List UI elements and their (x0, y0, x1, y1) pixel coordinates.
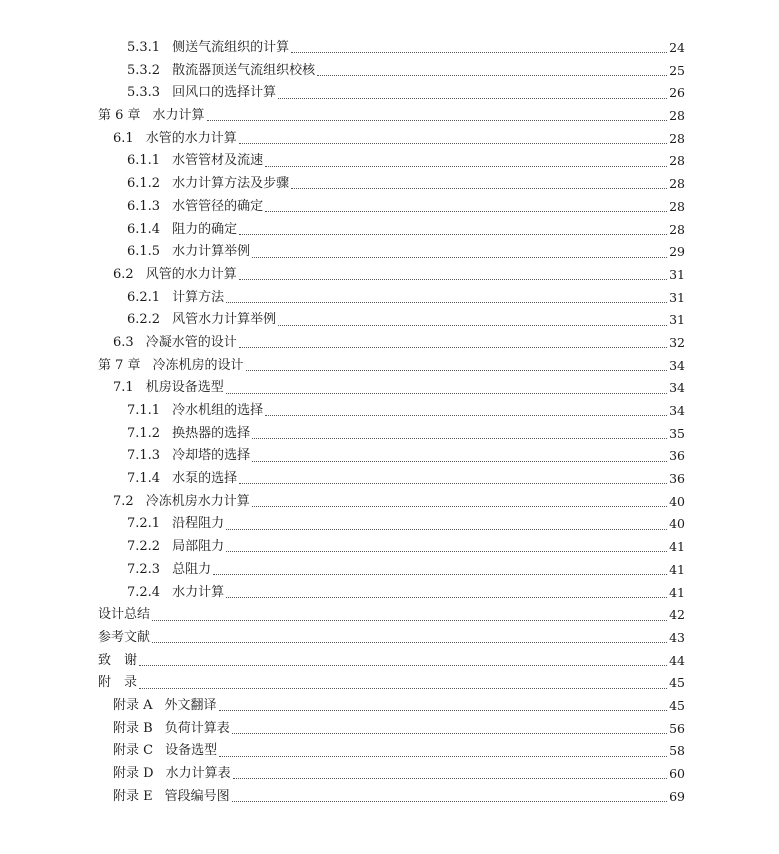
toc-entry[interactable] (0, 763, 779, 786)
toc-entry[interactable] (0, 377, 779, 400)
toc-entry-page-number: 41 (669, 539, 685, 555)
toc-entry-page-number: 25 (669, 62, 685, 78)
toc-dot-leader (226, 550, 667, 552)
toc-entry-number: 第 7 章 (98, 357, 141, 373)
toc-entry[interactable] (0, 173, 779, 196)
toc-dot-leader (252, 505, 667, 507)
toc-entry-page-number: 31 (669, 289, 685, 305)
toc-dot-leader (239, 142, 667, 144)
toc-entry-title: 总阻力 (172, 561, 212, 577)
toc-entry-title: 水泵的选择 (172, 471, 238, 487)
toc-entry-page-number: 36 (669, 448, 685, 464)
toc-entry-title: 散流器顶送气流组织校核 (172, 62, 316, 78)
toc-entry[interactable] (0, 60, 779, 83)
toc-dot-leader (252, 460, 667, 462)
toc-entry-title: 水力计算方法及步骤 (172, 176, 290, 192)
toc-entry-title: 侧送气流组织的计算 (172, 40, 290, 55)
toc-entry[interactable] (0, 695, 779, 718)
toc-entry[interactable] (0, 241, 779, 264)
toc-list (0, 37, 779, 808)
toc-entry[interactable] (0, 650, 779, 673)
toc-entry-page-number: 28 (669, 108, 685, 124)
toc-entry[interactable] (0, 740, 779, 763)
toc-entry-title: 致 谢 (98, 652, 138, 668)
toc-entry-page-number: 34 (669, 403, 685, 418)
toc-entry-title: 局部阻力 (172, 539, 225, 555)
toc-entry-page-number: 45 (669, 697, 685, 713)
toc-entry-page-number: 28 (669, 130, 685, 146)
toc-dot-leader (265, 414, 667, 416)
toc-entry[interactable] (0, 82, 779, 105)
toc-entry-number: 附录 E (113, 788, 153, 804)
toc-entry-page-number: 28 (669, 176, 685, 192)
toc-entry-page-number: 24 (669, 40, 685, 55)
toc-dot-leader (278, 97, 667, 99)
toc-entry[interactable] (0, 423, 779, 446)
toc-entry-page-number: 34 (669, 357, 685, 373)
toc-entry-page-number: 41 (669, 561, 685, 577)
toc-entry-title: 设备选型 (165, 743, 218, 759)
toc-entry-number: 6.2.1 (127, 289, 161, 305)
toc-entry-title: 水力计算举例 (172, 244, 251, 260)
toc-entry-title: 阻力的确定 (172, 221, 238, 237)
toc-dot-leader (265, 210, 667, 212)
toc-dot-leader (239, 482, 667, 484)
toc-entry-page-number: 36 (669, 471, 685, 487)
toc-entry-page-number: 29 (669, 244, 685, 260)
toc-dot-leader (219, 709, 667, 711)
toc-entry-number: 6.1.3 (127, 198, 161, 214)
toc-entry-title: 冷冻机房水力计算 (145, 493, 250, 509)
toc-dot-leader (291, 187, 667, 189)
toc-entry-page-number: 44 (669, 652, 685, 668)
toc-entry-number: 7.2 (113, 493, 134, 509)
toc-entry-page-number: 45 (669, 675, 685, 691)
toc-entry-title: 外文翻译 (164, 697, 217, 713)
toc-dot-leader (219, 755, 667, 757)
toc-entry-page-number: 40 (669, 493, 685, 509)
toc-entry-number: 7.1 (113, 380, 134, 396)
toc-entry-number: 7.2.1 (127, 516, 161, 532)
toc-entry[interactable] (0, 105, 779, 128)
toc-dot-leader (291, 51, 667, 53)
toc-entry-title: 管段编号图 (164, 788, 230, 804)
toc-entry[interactable] (0, 309, 779, 332)
toc-entry[interactable] (0, 604, 779, 627)
toc-entry[interactable] (0, 150, 779, 173)
toc-entry[interactable] (0, 672, 779, 695)
toc-entry-title: 冷水机组的选择 (172, 403, 264, 418)
toc-dot-leader (139, 687, 667, 689)
toc-dot-leader (239, 346, 667, 348)
toc-entry-title: 换热器的选择 (172, 425, 251, 441)
toc-entry[interactable] (0, 718, 779, 741)
toc-entry-title: 水力计算 (152, 108, 205, 124)
toc-entry-page-number: 58 (669, 743, 685, 759)
toc-entry[interactable] (0, 355, 779, 378)
toc-entry-number: 附录 C (113, 743, 154, 759)
toc-entry[interactable] (0, 287, 779, 310)
toc-entry-title: 机房设备选型 (145, 380, 224, 396)
toc-dot-leader (207, 119, 667, 121)
toc-entry-number: 7.1.1 (127, 403, 161, 418)
toc-dot-leader (239, 278, 667, 280)
toc-entry[interactable] (0, 582, 779, 605)
toc-entry-title: 风管的水力计算 (145, 266, 237, 282)
toc-entry[interactable] (0, 128, 779, 151)
toc-entry-page-number: 32 (669, 334, 685, 350)
toc-entry-title: 回风口的选择计算 (172, 85, 277, 101)
toc-entry-page-number: 42 (669, 607, 685, 623)
toc-entry-title: 冷冻机房的设计 (152, 357, 244, 373)
toc-entry-title: 参考文献 (98, 629, 151, 645)
toc-dot-leader (226, 528, 667, 530)
toc-entry-number: 第 6 章 (98, 108, 141, 124)
toc-entry-page-number: 40 (669, 516, 685, 532)
toc-entry[interactable] (0, 491, 779, 514)
toc-dot-leader (232, 800, 667, 802)
toc-dot-leader (213, 573, 667, 575)
toc-entry-page-number: 69 (669, 788, 685, 804)
toc-entry-page-number: 28 (669, 198, 685, 214)
toc-entry-number: 附录 D (113, 766, 154, 781)
toc-entry-number: 7.1.4 (127, 471, 161, 487)
toc-dot-leader (317, 74, 667, 76)
toc-entry-number: 6.1.2 (127, 176, 161, 192)
toc-entry-page-number: 28 (669, 153, 685, 169)
toc-dot-leader (226, 392, 667, 394)
toc-entry-number: 6.1 (113, 130, 134, 146)
toc-dot-leader (265, 165, 667, 167)
toc-dot-leader (152, 641, 667, 643)
toc-entry-number: 6.2.2 (127, 312, 161, 328)
toc-entry-page-number: 31 (669, 312, 685, 328)
toc-entry-title: 水力计算 (172, 584, 225, 600)
toc-entry-number: 附录 B (113, 720, 153, 736)
toc-entry-title: 附 录 (98, 675, 138, 691)
toc-entry[interactable] (0, 559, 779, 582)
toc-entry-number: 7.2.3 (127, 561, 161, 577)
toc-entry-page-number: 56 (669, 720, 685, 736)
toc-dot-leader (233, 777, 667, 779)
toc-entry[interactable] (0, 219, 779, 242)
toc-entry-page-number: 60 (669, 766, 685, 781)
toc-entry-title: 负荷计算表 (164, 720, 230, 736)
toc-entry[interactable] (0, 264, 779, 287)
toc-entry-number: 附录 A (113, 697, 153, 713)
toc-entry-page-number: 35 (669, 425, 685, 441)
toc-entry-title: 水管管材及流速 (172, 153, 264, 169)
toc-entry-title: 冷却塔的选择 (172, 448, 251, 464)
toc-entry[interactable] (0, 332, 779, 355)
toc-entry-title: 水管管径的确定 (172, 198, 264, 214)
toc-entry-title: 水力计算表 (165, 766, 231, 781)
toc-entry-page-number: 34 (669, 380, 685, 396)
toc-entry[interactable] (0, 786, 779, 809)
toc-dot-leader (252, 256, 667, 258)
toc-entry-number: 7.1.3 (127, 448, 161, 464)
toc-dot-leader (278, 324, 667, 326)
toc-entry-page-number: 31 (669, 266, 685, 282)
toc-entry-number: 5.3.3 (127, 85, 161, 101)
toc-entry-number: 6.1.1 (127, 153, 161, 169)
toc-entry-number: 7.2.2 (127, 539, 161, 555)
toc-entry-page-number: 28 (669, 221, 685, 237)
toc-entry-title: 水管的水力计算 (145, 130, 237, 146)
toc-dot-leader (232, 732, 667, 734)
toc-dot-leader (139, 664, 667, 666)
toc-entry-title: 计算方法 (172, 289, 225, 305)
toc-entry[interactable] (0, 445, 779, 468)
toc-dot-leader (252, 437, 667, 439)
toc-entry[interactable] (0, 536, 779, 559)
toc-entry-title: 风管水力计算举例 (172, 312, 277, 328)
toc-entry-page-number: 26 (669, 85, 685, 101)
toc-dot-leader (226, 301, 667, 303)
toc-entry[interactable] (0, 400, 779, 423)
toc-entry-page-number: 43 (669, 629, 685, 645)
toc-entry-number: 6.1.4 (127, 221, 161, 237)
toc-entry-number: 7.2.4 (127, 584, 161, 600)
toc-entry-number: 6.3 (113, 334, 134, 350)
toc-dot-leader (239, 233, 667, 235)
toc-entry-title: 设计总结 (98, 607, 151, 623)
toc-entry[interactable] (0, 627, 779, 650)
toc-entry-number: 6.1.5 (127, 244, 161, 260)
toc-dot-leader (152, 619, 667, 621)
toc-entry-page-number: 41 (669, 584, 685, 600)
toc-entry-title: 沿程阻力 (172, 516, 225, 532)
toc-page (0, 37, 779, 808)
toc-entry-number: 5.3.1 (127, 40, 161, 55)
toc-dot-leader (246, 369, 667, 371)
toc-entry-number: 7.1.2 (127, 425, 161, 441)
toc-entry[interactable] (0, 513, 779, 536)
toc-entry-number: 6.2 (113, 266, 134, 282)
toc-entry[interactable] (0, 196, 779, 219)
toc-entry[interactable] (0, 468, 779, 491)
toc-entry-number: 5.3.2 (127, 62, 161, 78)
toc-entry-title: 冷凝水管的设计 (145, 334, 237, 350)
toc-dot-leader (226, 596, 667, 598)
toc-entry[interactable] (0, 37, 779, 60)
